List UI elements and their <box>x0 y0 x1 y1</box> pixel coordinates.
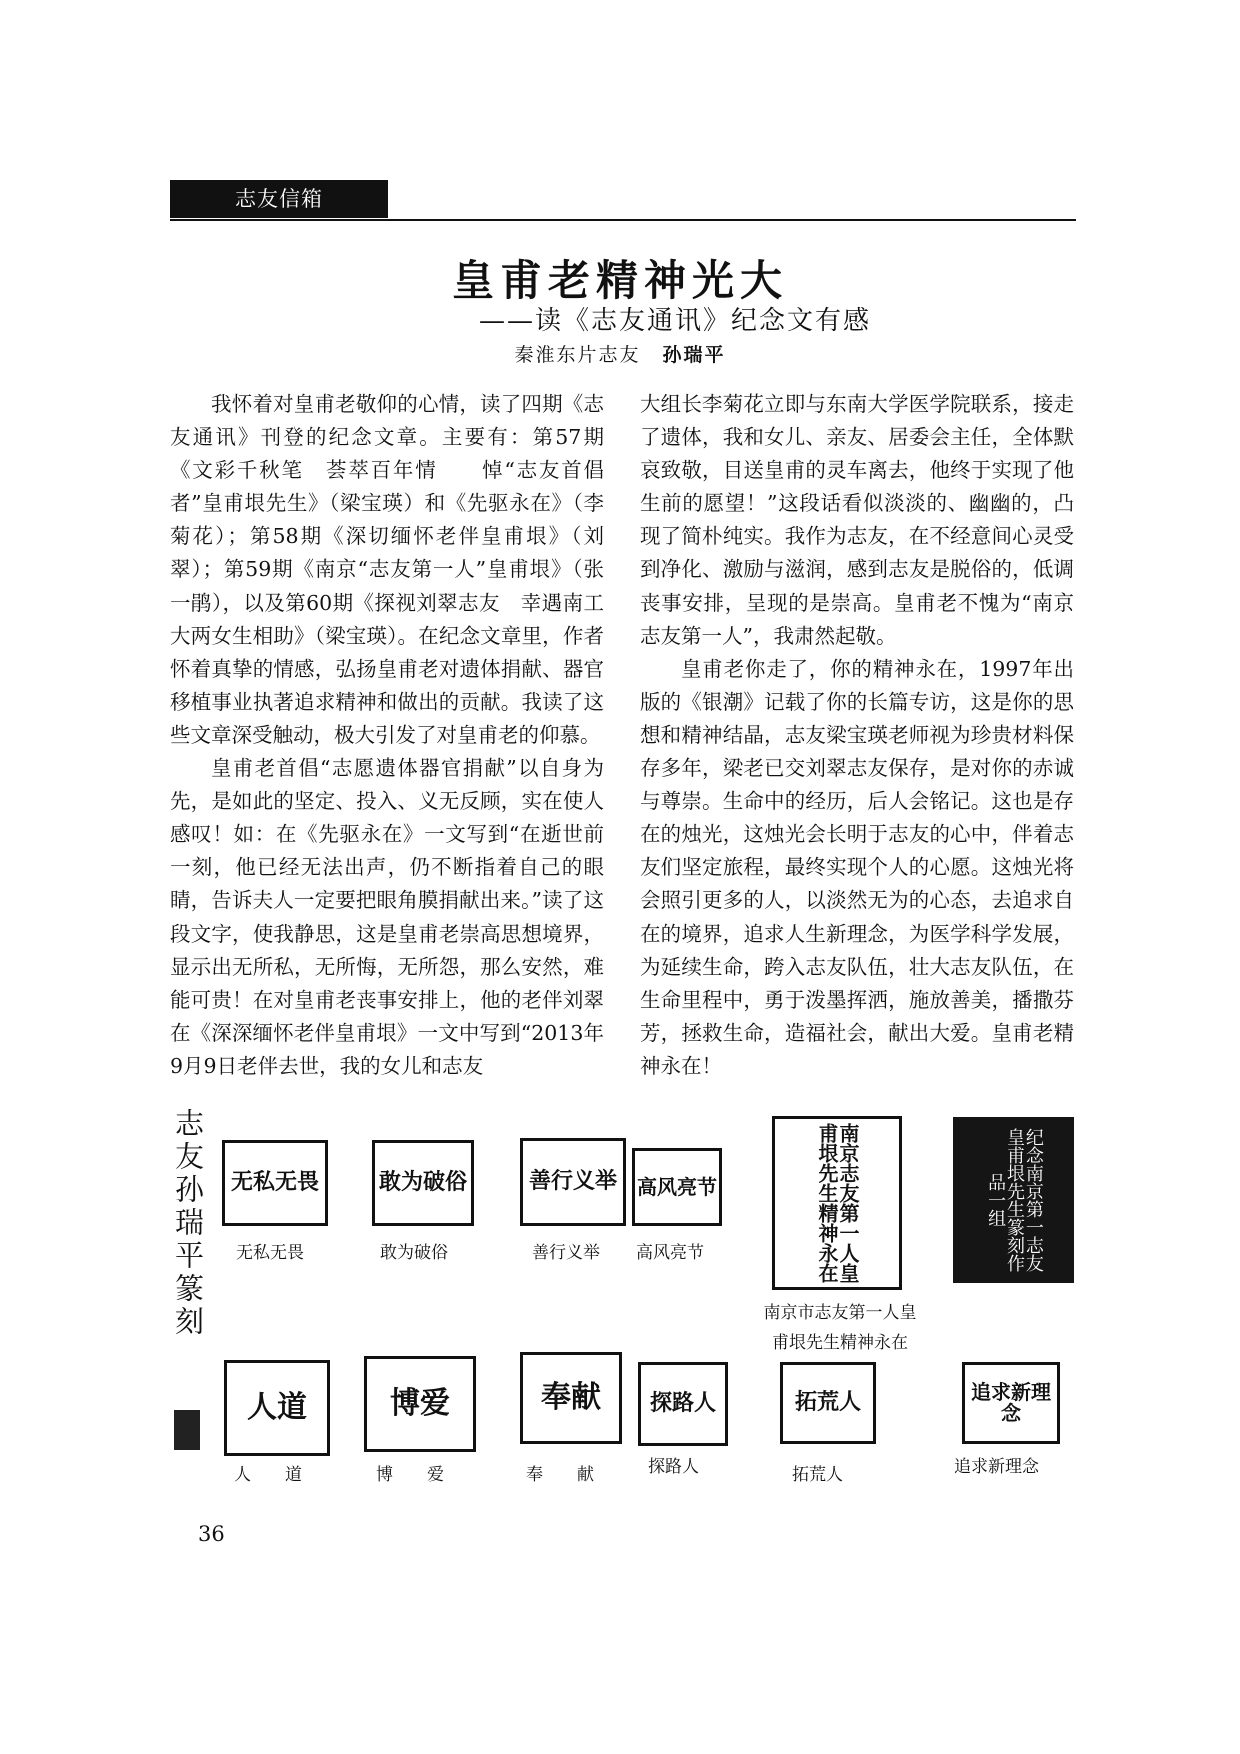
signature-seal-icon <box>174 1410 200 1450</box>
paragraph: 我怀着对皇甫老敬仰的心情，读了四期《志友通讯》刊登的纪念文章。主要有：第57期《文彩千秋笔 荟萃百年情 悼“志友首倡者”皇甫垠先生》（梁宝瑛）和《先驱永在》（李菊花）；第58期《深切缅怀老伴皇甫垠》（刘翠）；第59期《南京“志友第一人”皇甫垠》（张一鹃），以及第60期《探视刘翠志友 幸遇南工大两女生相助》（梁宝瑛）。在纪念文章里，作者怀着真挚的情感，弘扬皇甫老对遗体捐献、器官移植事业执著追求精神和做出的贡献。我读了这些文章深受触动，极大引发了对皇甫老的仰慕。 <box>170 392 604 747</box>
seal-stamp: 高风亮节 <box>632 1148 722 1226</box>
seal-caption: 奉 献 <box>526 1465 594 1485</box>
paragraph: 皇甫老你走了，你的精神永在，1997年出版的《银潮》记载了你的长篇专访，这是你的思想和精神结晶，志友梁宝瑛老师视为珍贵材料保存多年，梁老已交刘翠志友保存，是对你的赤诚与尊崇。生命中的经历，后人会铭记。这也是存在的烛光，这烛光会长明于志友的心中，伴着志友们坚定旅程，最终实现个人的心愿。这烛光将会照引更多的人，以淡然无为的心态，去追求自在的境界，追求人生新理念，为医学科学发展，为延续生命，跨入志友队伍，壮大志友队伍，在生命里程中，勇于泼墨挥洒，施放善美，播撒芬芳，拯救生命，造福社会，献出大爱。皇甫老精神永在！ <box>640 656 1074 1078</box>
text-column-right <box>640 388 1074 1083</box>
header-rule <box>170 219 1076 221</box>
seal-stamp: 追求新理念 <box>962 1362 1060 1444</box>
seal-caption: 无私无畏 <box>236 1243 304 1263</box>
paragraph: 皇甫老首倡“志愿遗体器官捐献”以自身为先，是如此的坚定、投入、义无反顾，实在使人感叹！如：在《先驱永在》一文写到“在逝世前一刻，他已经无法出声，仍不断指着自己的眼睛，告诉夫人一定要把眼角膜捐献出来。”读了这段文字，使我静思，这是皇甫老崇高思想境界，显示出无所私，无所悔，无所怨，那么安然，难能可贵！在对皇甫老丧事安排上，他的老伴刘翠在《深深缅怀老伴皇甫垠》一文中写到“2013年9月9日老伴去世，我的女儿和志友 <box>170 756 604 1078</box>
byline-unit: 秦淮东片志友 <box>514 344 641 366</box>
seal-caption: 南京市志友第一人皇甫垠先生精神永在 <box>763 1303 917 1353</box>
seal-stamp: 敢为破俗 <box>372 1140 474 1226</box>
page-number: 36 <box>198 1522 225 1546</box>
seal-stamp: 善行义举 <box>520 1138 626 1226</box>
paragraph: 大组长李菊花立即与东南大学医学院联系，接走了遗体，我和女儿、亲友、居委会主任，全体默哀致敬，目送皇甫的灵车离去，他终于实现了他生前的愿望！”这段话看似淡淡的、幽幽的，凸现了简朴纯实。我作为志友，在不经意间心灵受到净化、激励与滋润，感到志友是脱俗的，低调丧事安排，呈现的是崇高。皇甫老不愧为“南京志友第一人”，我肃然起敬。 <box>640 392 1074 648</box>
seal-caption: 探路人 <box>648 1457 699 1477</box>
seal-caption: 敢为破俗 <box>380 1243 448 1263</box>
seal-stamp: 博爱 <box>364 1356 476 1452</box>
seal-caption: 善行义举 <box>532 1243 600 1263</box>
carver-signature: 志友孙瑞平篆刻 <box>171 1108 205 1339</box>
seal-stamp: 拓荒人 <box>780 1362 876 1444</box>
seal-stamp: 探路人 <box>638 1362 728 1446</box>
article-title: 皇甫老精神光大 <box>451 256 788 305</box>
seal-stamp: 人道 <box>224 1360 330 1456</box>
section-tag: 志友信箱 <box>170 180 388 218</box>
seal-caption: 高风亮节 <box>636 1243 704 1263</box>
byline <box>0 340 1240 367</box>
seal-caption: 博 爱 <box>376 1465 444 1485</box>
seal-caption: 拓荒人 <box>792 1465 843 1485</box>
seal-caption: 人 道 <box>234 1465 302 1485</box>
seal-stamp: 无私无畏 <box>222 1140 328 1226</box>
seal-stamp: 奉献 <box>520 1352 622 1444</box>
article-subtitle: ——读《志友通讯》纪念文有感 <box>478 306 871 336</box>
byline-name: 孙瑞平 <box>662 344 726 366</box>
text-column-left <box>170 388 604 1083</box>
seal-caption: 追求新理念 <box>954 1457 1039 1477</box>
seal-stamp: 南京志友第一人皇甫垠先生精神永在 <box>772 1116 902 1290</box>
seal-stamp-inscription: 纪念南京第一志友皇甫垠先生篆刻作品一组 <box>953 1117 1074 1283</box>
